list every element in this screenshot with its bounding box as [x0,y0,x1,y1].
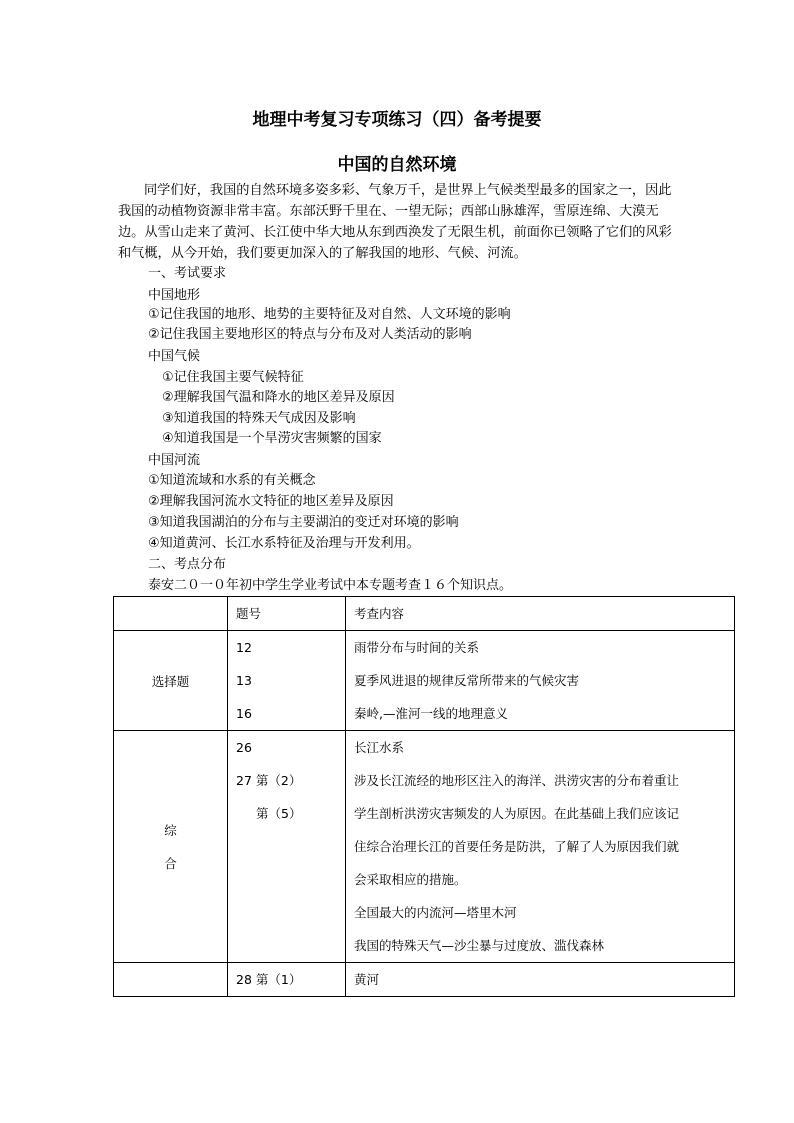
climate-item-1: ①记住我国主要气候特征 [162,370,304,385]
rivers-item-4: ④知道黄河、长江水系特征及治理与开发利用。 [148,536,420,551]
content-line: 长江水系 [354,740,405,755]
header-cell-number: 题号 [228,597,346,631]
table-row-choice [114,631,735,731]
climate-heading: 中国气候 [148,349,201,364]
content-line: 黄河 [354,972,380,987]
climate-item-4: ④知道我国是一个旱涝灾害频繁的国家 [162,431,382,446]
content-line: 秦岭,—淮河一线的地理意义 [354,706,508,721]
question-number: 27 第（2） [236,773,302,788]
category-choice: 选择题 [114,631,228,731]
exam-requirements-heading: 一、考试要求 [148,266,227,281]
terrain-item-1: ①记住我国的地形、地势的主要特征及对自然、人文环境的影响 [148,307,511,322]
climate-item-3: ③知道我国的特殊天气成因及影响 [162,411,356,426]
content-line: 夏季风进退的规律反常所带来的气候灾害 [354,673,580,688]
document-subtitle: 中国的自然环境 [337,155,457,175]
choice-contents-cell [346,631,735,731]
intro-paragraph: 同学们好，我国的自然环境多姿多彩、气象万千，是世界上气候类型最多的国家之一，因此我国的动植物资源非常丰富。东部沃野千里在、一望无际；西部山脉雄浑，雪原连绵、大漠无边。从雪山走来了黄河、长江使中华大地从东到西涣发了无限生机，前面你已领略了它们的风彩和气概，从今开始，我们要更加深入的了解我国的地形、气候、河流。 [118,183,672,261]
comprehensive-numbers-cell [228,731,346,963]
question-number: 13 [236,673,252,688]
question-number: 28 第（1） [236,972,302,987]
content-line: 雨带分布与时间的关系 [354,640,480,655]
choice-numbers-cell [228,631,346,731]
category-comprehensive [114,731,228,963]
content-line: 会采取相应的措施。 [354,872,467,887]
question-number: 12 [236,640,252,655]
last-content-cell [346,963,735,997]
content-line: 全国最大的内流河—塔里木河 [354,905,517,920]
content-line: 学生剖析洪涝灾害频发的人为原因。在此基础上我们应该记 [354,806,680,821]
category-label-1: 综 [164,822,177,838]
rivers-item-3: ③知道我国湖泊的分布与主要湖泊的变迁对环境的影响 [148,515,459,530]
distribution-note: 泰安二０一０年初中学生学业考试中本专题考查１６个知识点。 [148,578,513,593]
table-row-comprehensive [114,731,735,963]
last-number-cell [228,963,346,997]
question-number: 第（5） [256,806,302,821]
distribution-heading: 二、考点分布 [148,557,227,572]
question-number: 16 [236,706,252,721]
table-header-row [114,597,735,631]
table-row-last [114,963,735,997]
climate-item-2: ②理解我国气温和降水的地区差异及原因 [162,390,395,405]
header-cell-content: 考查内容 [346,597,735,631]
terrain-heading: 中国地形 [148,288,201,303]
last-category-cell [114,963,228,997]
header-cell-blank [114,597,228,631]
content-line: 我国的特殊天气—沙尘暴与过度放、滥伐森林 [354,938,605,953]
rivers-heading: 中国河流 [148,453,201,468]
terrain-item-2: ②记住我国主要地形区的特点与分布及对人类活动的影响 [148,327,472,342]
content-line: 住综合治理长江的首要任务是防洪，了解了人为原因我们就 [354,839,680,854]
exam-points-table [113,596,735,997]
question-number: 26 [236,740,252,755]
comprehensive-contents-cell [346,731,735,963]
rivers-item-2: ②理解我国河流水文特征的地区差异及原因 [148,494,394,509]
rivers-item-1: ①知道流域和水系的有关概念 [148,473,316,488]
document-title: 地理中考复习专项练习（四）备考提要 [252,110,542,130]
content-line: 涉及长江流经的地形区注入的海洋、洪涝灾害的分布着重让 [354,773,680,788]
category-label-2: 合 [164,855,177,871]
